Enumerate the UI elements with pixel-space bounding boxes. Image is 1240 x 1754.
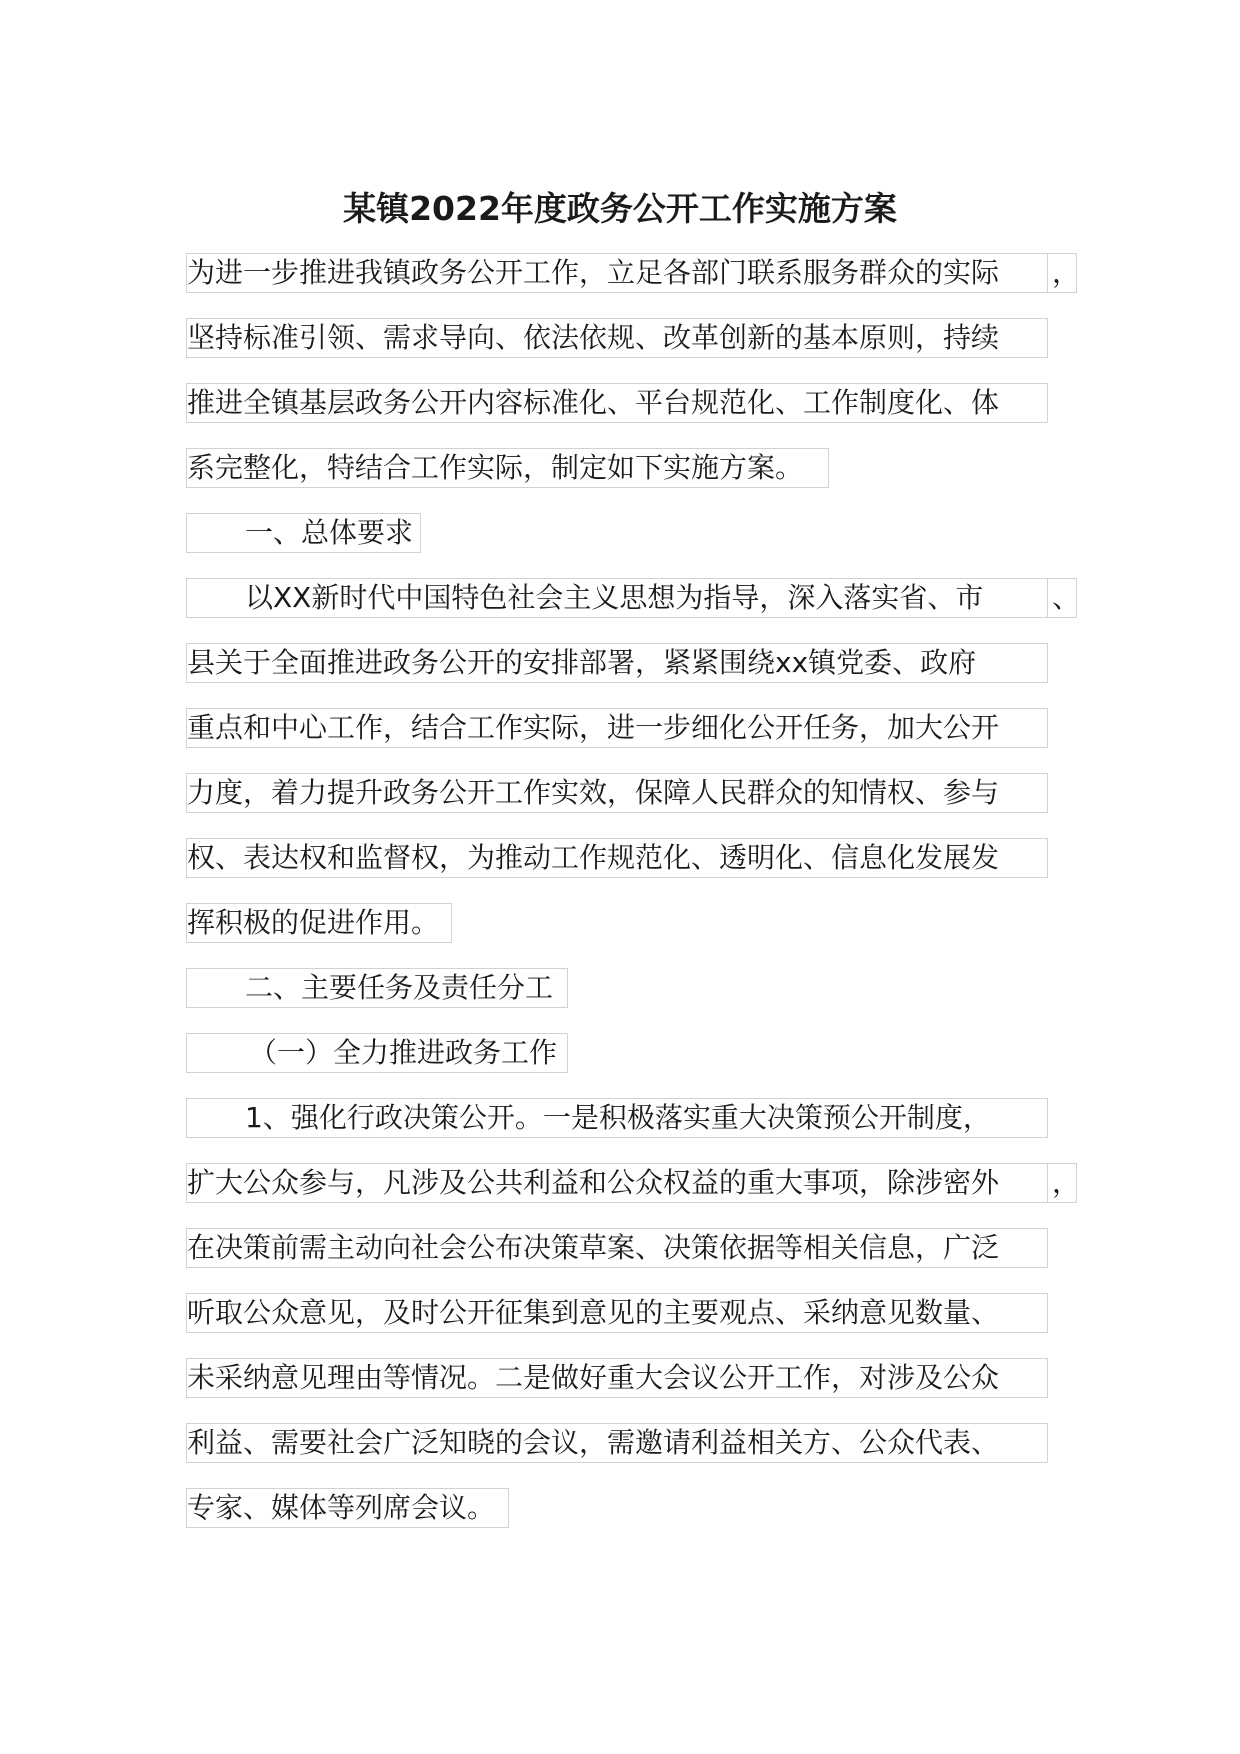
body-line: 专家、媒体等列席会议。 [186, 1488, 509, 1528]
body-line: 扩大公众参与，凡涉及公共利益和公众权益的重大事项，除涉密外 [186, 1163, 1048, 1203]
section-heading: 一、总体要求 [186, 513, 421, 553]
line-overflow-char: ， [1047, 1163, 1077, 1203]
body-line: 重点和中心工作，结合工作实际，进一步细化公开任务，加大公开 [186, 708, 1048, 748]
line-overflow-char: ， [1047, 253, 1077, 293]
body-line: 为进一步推进我镇政务公开工作，立足各部门联系服务群众的实际 [186, 253, 1048, 293]
body-line: 利益、需要社会广泛知晓的会议，需邀请利益相关方、公众代表、 [186, 1423, 1048, 1463]
body-line: 在决策前需主动向社会公布决策草案、决策依据等相关信息，广泛 [186, 1228, 1048, 1268]
body-line: 推进全镇基层政务公开内容标准化、平台规范化、工作制度化、体 [186, 383, 1048, 423]
body-line: 1、强化行政决策公开。一是积极落实重大决策预公开制度， [186, 1098, 1048, 1138]
section-heading: 二、主要任务及责任分工 [186, 968, 568, 1008]
body-line: 系完整化，特结合工作实际，制定如下实施方案。 [186, 448, 829, 488]
body-line: 力度，着力提升政务公开工作实效，保障人民群众的知情权、参与 [186, 773, 1048, 813]
body-line: 以XX新时代中国特色社会主义思想为指导，深入落实省、市 [186, 578, 1048, 618]
body-line: 挥积极的促进作用。 [186, 903, 452, 943]
body-line: 坚持标准引领、需求导向、依法依规、改革创新的基本原则，持续 [186, 318, 1048, 358]
body-line: 未采纳意见理由等情况。二是做好重大会议公开工作，对涉及公众 [186, 1358, 1048, 1398]
body-line: 权、表达权和监督权，为推动工作规范化、透明化、信息化发展发 [186, 838, 1048, 878]
body-line: 听取公众意见，及时公开征集到意见的主要观点、采纳意见数量、 [186, 1293, 1048, 1333]
subsection-heading: （一）全力推进政务工作 [186, 1033, 568, 1073]
body-line: 县关于全面推进政务公开的安排部署，紧紧围绕xx镇党委、政府 [186, 643, 1048, 683]
document-title: 某镇2022年度政务公开工作实施方案 [343, 189, 897, 228]
line-overflow-char: 、 [1047, 578, 1077, 618]
